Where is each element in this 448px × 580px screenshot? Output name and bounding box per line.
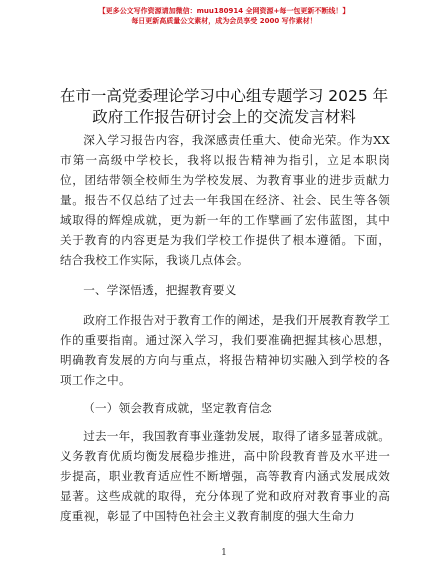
document-title-line2: 政府工作报告研讨会上的交流发言材料 [92,108,356,126]
promo-banner-line2: 每日更新高质量公文素材，成为会员享受 2000 写作素材！ [131,17,317,25]
promo-banner-line1: 【更多公文写作资源请加微信：muu180914 全网资源+每一包更新不断线！】 [98,7,350,15]
paragraph-intro: 深入学习报告内容，我深感责任重大、使命光荣。作为XX市第一高级中学校长，我将以报告精神为指引，立足本职岗位，团结带领全校师生为学校发展、为教育事业的进步贡献力量。报告不仅总结了过去一年我国在经济、社会、民生等各领域取得的辉煌成就，更为新一年的工作擘画了宏伟蓝图，其中关于教育的内容更是为我们学校工作提供了根本遵循。下面，结合我校工作实际，我谈几点体会。 [60,133,390,267]
subsection-heading-1: （一）领会教育成就，坚定教育信念 [83,401,272,415]
paragraph-subsection-1: 过去一年，我国教育事业蓬勃发展，取得了诸多显著成就。义务教育优质均衡发展稳步推进，高中阶段教育普及水平进一步提高，职业教育适应性不断增强，高等教育内涵式发展成效显著。这些成就的取得，充分体现了党和政府对教育事业的高度重视，彰显了中国特色社会主义教育制度的强大生命力 [60,429,390,523]
promo-banner [0,6,448,26]
paragraph-section-1: 政府工作报告对于教育工作的阐述，是我们开展教育教学工作的重要指南。通过深入学习，我们要准确把握其核心思想，明确教育发展的方向与重点，将报告精神切实融入到学校的各项工作之中。 [60,313,390,387]
document-body [60,130,390,526]
section-heading-1: 一、学深悟透，把握教育要义 [83,283,237,297]
page-number: 1 [221,548,227,558]
document-title-line1: 在市一高党委理论学习中心组专题学习 2025 年 [59,87,389,105]
document-title [0,86,448,128]
